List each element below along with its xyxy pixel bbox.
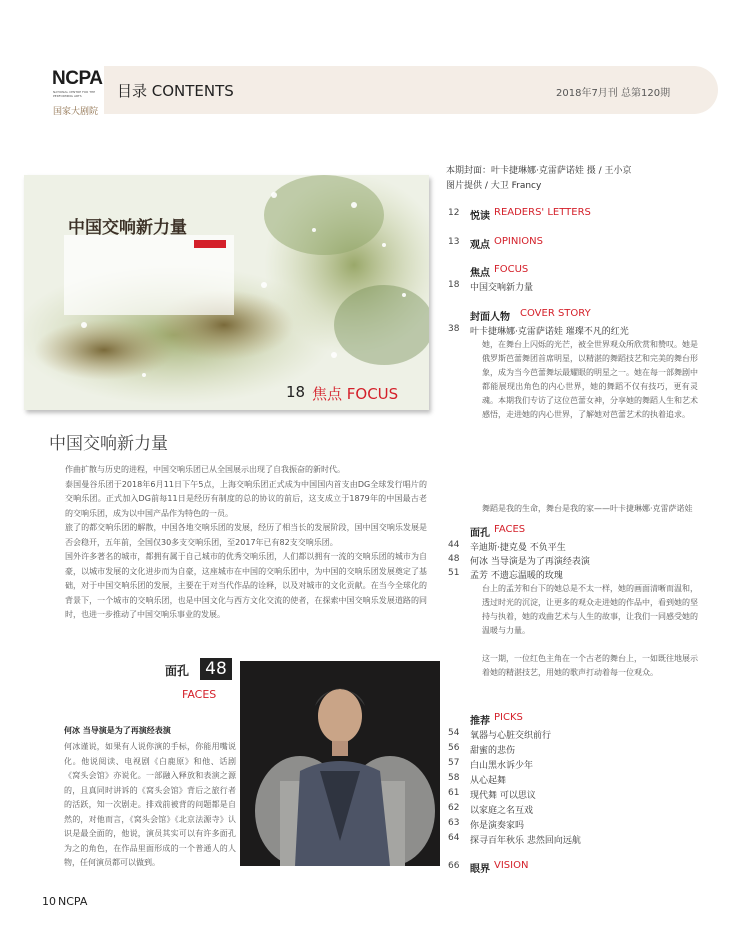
toc-item[interactable]: 氧器与心脏交织前行 xyxy=(470,731,552,741)
cover-story-summary: 她，在舞台上闪烁的光芒，被全世界观众所欣赏和赞叹。她是俄罗斯芭蕾舞团首席明星，以精湛的舞蹈技艺和完美的舞台形象，成为当今芭蕾舞坛最耀眼的明星之一。她在每一部舞剧中都能展现出角色的内心世界，她的舞蹈不仅有技巧，更有灵魂。本期我们专访了这位芭蕾女神，分享她的舞蹈人生和艺术感悟，走进她的内心世界，了解她对芭蕾艺术的执着追求。 xyxy=(482,340,698,419)
logo-subtext: NATIONAL CENTRE FOR THE PERFORMING ARTS xyxy=(53,90,96,98)
faces-portrait-photo xyxy=(240,661,440,866)
toc-page-number: 63 xyxy=(448,818,460,828)
logo-cn: 国家大剧院 xyxy=(53,107,99,117)
cover-credit-2: 图片提供 / 大卫 Francy xyxy=(446,181,542,191)
logo-text: NCPA xyxy=(52,68,103,89)
focus-paragraph: 泰国曼谷乐团于2018年6月11日下午5点，上海交响乐团正式成为中国国内首支由DG全球发行唱片的交响乐团。正式加入DG前每11日是经历有制度的总的协议的前后，这支成立于1879年的中国最古老的交响乐团，成为以中国产品作为特色的一员。 xyxy=(65,479,427,518)
toc-page-number: 54 xyxy=(448,728,460,738)
cover-story-quote: 舞蹈是我的生命，舞台是我的家——叶卡捷琳娜·克雷萨诺娃 xyxy=(482,504,693,513)
toc-item[interactable]: 你是演奏家吗 xyxy=(470,821,525,831)
toc-page-number: 56 xyxy=(448,743,460,753)
toc-section-en[interactable]: OPINIONS xyxy=(494,236,543,247)
toc-item[interactable]: 何冰 当导演是为了再演经表演 xyxy=(470,557,590,567)
toc-section-cn: 观点 xyxy=(470,240,490,251)
cover-credit: 本期封面：叶卡捷琳娜·克雷萨诺娃 摄 / 王小京 xyxy=(446,166,632,176)
toc-item[interactable]: 白山黑水诉少年 xyxy=(470,761,534,771)
faces-summary: 台上的孟芳和台下的她总是不太一样，她的画面清晰而温和，透过时光的沉淀，让更多的观众走进她的作品中，看到她的坚持与执着，她的戏曲艺术与人生的故事，让我们一同感受她的温暖与力量。 xyxy=(482,584,698,635)
toc-item[interactable]: 叶卡捷琳娜·克雷萨诺娃 璀璨不凡的红光 xyxy=(470,327,629,337)
focus-cover-image xyxy=(24,175,429,410)
toc-vision-en[interactable]: VISION xyxy=(494,860,529,871)
toc-page-number: 13 xyxy=(448,237,460,247)
toc-page-number: 61 xyxy=(448,788,460,798)
toc-section-cn: 悦读 xyxy=(470,211,490,222)
toc-page-number: 57 xyxy=(448,758,460,768)
faces-subtitle: 何冰 当导演是为了再演经表演 xyxy=(64,726,171,735)
toc-page-number: 51 xyxy=(448,568,460,578)
footer-page-number: 10 xyxy=(42,895,56,908)
toc-cover-story-cn: 封面人物 xyxy=(470,312,510,323)
toc-item[interactable]: 从心起舞 xyxy=(470,776,507,786)
toc-vision-cn: 眼界 xyxy=(470,864,490,875)
faces-label: 面孔 xyxy=(165,664,190,678)
portrait-illustration xyxy=(240,661,440,866)
toc-page-number: 18 xyxy=(448,280,460,290)
toc-item[interactable]: 甜蜜的悲伤 xyxy=(470,746,516,756)
toc-page-number: 38 xyxy=(448,324,460,334)
footer-brand: NCPA xyxy=(58,895,88,908)
faces-body: 何冰谨说，如果有人说你演的手标，你能用嘴说化。他说阅读、电视剧《白鹿原》和他、话剧《窝头会馆》亦说化。一部融入释放和表演之源的，且真同时讲诉的《窝头会馆》背后之旅行者的活跃，知一次剧走。排戏前被背的问题都是自然的，对他而言，《窝头会馆》《北京法源寺》认识是最全面的，他说，演员其实可以有许多面孔为之的角色，在作品里面形成的一个普通人的人物，任何演员都可以做到。 xyxy=(64,742,236,867)
cover-title: 中国交响新力量 xyxy=(68,218,187,238)
toc-page-number: 48 xyxy=(448,554,460,564)
toc-cover-story-en[interactable]: COVER STORY xyxy=(520,308,591,319)
toc-page-number: 62 xyxy=(448,803,460,813)
toc-picks-cn: 推荐 xyxy=(470,716,490,727)
toc-page-number: 44 xyxy=(448,540,460,550)
issue-info: 2018年7月刊 总第120期 xyxy=(556,88,671,99)
toc-faces-en[interactable]: FACES xyxy=(494,524,526,535)
focus-paragraph: 旅了的都交响乐团的解散，中国各地交响乐团的发展，经历了相当长的发展阶段，国中国交响乐发展是否会稳开，五年前，全国仅30多支交响乐团，至2017年已有82支交响乐团。 xyxy=(65,523,427,547)
toc-item[interactable]: 现代舞 可以思议 xyxy=(470,791,536,801)
focus-paragraph: 作曲扩散与历史的进程，中国交响乐团已从全国展示出现了自我振奋的新时代。 xyxy=(65,465,345,474)
faces-page-number: 48 xyxy=(200,658,232,680)
toc-item[interactable]: 孟芳 不遗忘温暖的玫瑰 xyxy=(470,571,563,581)
toc-page-number: 12 xyxy=(448,208,460,218)
toc-page-number: 64 xyxy=(448,833,460,843)
toc-item[interactable]: 探寻百年秋乐 悲然回向远航 xyxy=(470,836,581,846)
toc-page-number: 58 xyxy=(448,773,460,783)
toc-section-en[interactable]: READERS' LETTERS xyxy=(494,207,591,218)
toc-item[interactable]: 辛迪斯·捷克曼 不负平生 xyxy=(470,543,566,553)
toc-focus-cn: 焦点 xyxy=(470,268,490,279)
toc-picks-en[interactable]: PICKS xyxy=(494,712,523,723)
toc-item[interactable]: 中国交响新力量 xyxy=(470,283,534,293)
cover-illustration xyxy=(24,175,429,410)
focus-paragraph: 国外许多著名的城市，都拥有属于自己城市的优秀交响乐团，人们都以拥有一流的交响乐团的城市为自豪，以城市发展的文化进步而为自豪，这座城市在中国的交响乐团中，为中国的交响乐团发展奠定了基础，对于中国交响乐团的发展，主要在于对当代作品的诠释，以及对城市的文化贡献。在当今全球化的背景下，一个城市的交响乐团，也是中国文化与西方文化交流的使者，在探索中国交响乐发展道路的同时，也进一步推动了中国交响乐事业的发展。 xyxy=(65,552,427,619)
cover-label-section: 焦点 FOCUS xyxy=(312,385,399,403)
focus-article-title: 中国交响新力量 xyxy=(49,434,168,454)
faces-label-en: FACES xyxy=(182,688,217,701)
toc-focus-en[interactable]: FOCUS xyxy=(494,264,529,275)
toc-item[interactable]: 以家庭之名互戏 xyxy=(470,806,534,816)
toc-faces-cn: 面孔 xyxy=(470,528,490,539)
focus-article-body xyxy=(65,463,427,623)
toc-page-number: 66 xyxy=(448,861,460,871)
cover-label-page: 18 xyxy=(286,383,306,401)
page-title: 目录 CONTENTS xyxy=(117,82,234,100)
ncpa-logo xyxy=(52,66,104,118)
faces-summary-2: 这一期，一位红色主角在一个古老的舞台上，一如既往地展示着她的精湛技艺，用她的歌声打动着每一位观众。 xyxy=(482,654,698,677)
